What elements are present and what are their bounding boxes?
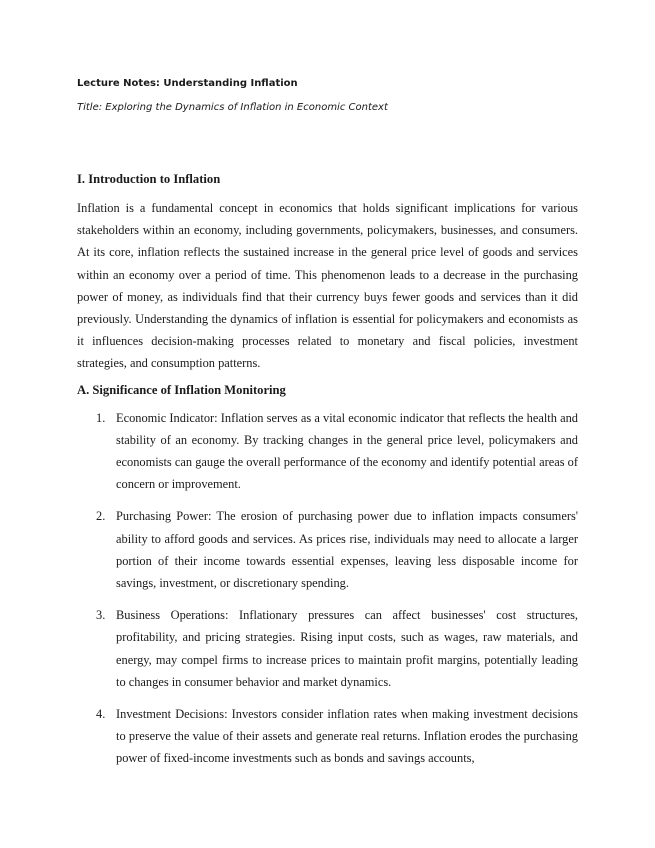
list-item-text: Economic Indicator: Inflation serves as a vital economic indicator that reflects the health and stability of an economy. By tracking changes in the general price level, policymakers and economists can gauge the overall performance of the economy and identify potential areas of concern or improvement. (116, 410, 578, 492)
list-item-text: Investment Decisions: Investors consider inflation rates when making investment decisions to preserve the value of their assets and generate real returns. Inflation erodes the purchasing power of fixed-income investments such as bonds and savings accounts, (116, 707, 578, 766)
document-body (77, 168, 578, 780)
document-title: Lecture Notes: Understanding Inflation (77, 78, 298, 89)
list-item-number: 4. (96, 707, 106, 722)
list-item (77, 703, 578, 770)
list-item (77, 604, 578, 693)
list-item-number: 2. (96, 509, 106, 524)
list-item-number: 1. (96, 410, 106, 425)
list-item-number: 3. (96, 608, 106, 623)
subsection-heading-significance: A. Significance of Inflation Monitoring (77, 382, 286, 397)
list-item-text: Business Operations: Inflationary pressures can affect businesses' cost structures, profitability, and pricing strategies. Rising input costs, such as wages, raw materials, and energy, may compel firms to increase prices to maintain profit margins, potentially leading to changes in consumer behavior and market dynamics. (116, 608, 578, 689)
document-header (77, 76, 587, 116)
list-item-text: Purchasing Power: The erosion of purchasing power due to inflation impacts consumers' ability to afford goods and services. As prices rise, individuals may need to allocate a larger portion of their income towards essential expenses, leaving less disposable income for savings, investment, or discretionary spending. (116, 509, 578, 591)
introduction-paragraph: Inflation is a fundamental concept in economics that holds significant implications for various stakeholders within an economy, including governments, policymakers, businesses, and consumers. At its core, inflation reflects the sustained increase in the general price level of goods and services within an economy over a period of time. This phenomenon leads to a decrease in the purchasing power of money, as individuals find that their currency buys fewer goods and services than it did previously. Understanding the dynamics of inflation is essential for policymakers and economists as it influences decision-making processes related to monetary and fiscal policies, investment strategies, and consumption patterns. (77, 201, 578, 371)
document-subtitle: Title: Exploring the Dynamics of Inflation in Economic Context (77, 102, 388, 113)
section-heading-introduction: I. Introduction to Inflation (77, 172, 221, 186)
list-item (77, 407, 578, 496)
list-item (77, 505, 578, 594)
significance-list (77, 407, 578, 770)
